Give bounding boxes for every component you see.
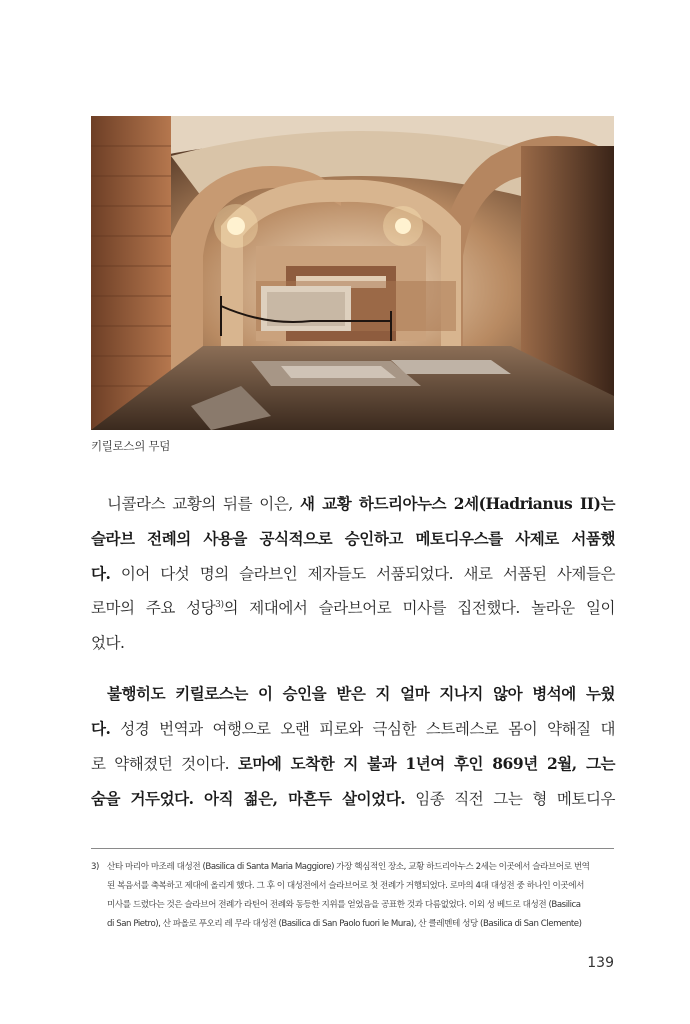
crypt-photo xyxy=(91,116,614,430)
plain-text: 니콜라스 교황의 뒤를 이은, xyxy=(107,495,301,513)
bold-text: 불행히도 키릴로스는 이 승인을 받은 지 얼마 지나지 않아 병석에 누웠 xyxy=(107,684,615,703)
paragraph-line xyxy=(91,676,615,711)
bold-text: 로마에 도착한 지 불과 1년여 후인 869년 2월, 그는 xyxy=(237,754,616,773)
plain-text: 로 약해졌던 것이다. xyxy=(91,755,238,773)
plain-text: 성경 번역과 여행으로 오랜 피로와 극심한 스트레스로 몸이 약해질 대 xyxy=(110,720,615,738)
paragraph-line xyxy=(91,591,615,626)
footnote-text xyxy=(107,858,615,934)
bold-text: 다. xyxy=(91,719,111,738)
plain-text: 로마의 주요 성당 xyxy=(91,599,216,617)
plain-text: 이어 다섯 명의 슬라브인 제자들도 서품되었다. 새로 서품된 사제들은 xyxy=(110,565,615,583)
footnote-divider xyxy=(91,848,614,849)
bold-text: 새 교황 하드리아누스 2세(Hadrianus II)는 xyxy=(300,494,615,513)
plain-text: 임종 직전 그는 형 메토디우 xyxy=(405,790,616,808)
paragraph-line xyxy=(91,556,615,591)
footnote-line: di San Pietro), 산 파올로 푸오리 레 무라 대성전 (Basilica di San Paolo fuori le Mura), 산 클레멘테 성당 (Basilica di San Clemente) xyxy=(107,919,582,929)
footnote-number: 3) xyxy=(91,862,99,872)
paragraph-line xyxy=(91,521,615,556)
footnote-line: 된 복음서를 축복하고 제대에 올리게 했다. 그 후 이 대성전에서 슬라브어로 첫 전례가 거행되었다. 로마의 4대 대성전 중 하나인 이곳에서 xyxy=(107,881,584,891)
bold-text: 다. xyxy=(91,564,111,583)
paragraph-line xyxy=(91,626,615,661)
paragraph-line xyxy=(91,711,615,746)
footnote-ref[interactable]: 3) xyxy=(215,600,224,610)
paragraph-1 xyxy=(91,486,615,661)
footnote-line: 미사를 드렸다는 것은 슬라브어 전례가 라틴어 전례와 동등한 지위를 얻었음을 공표한 것과 다름없었다. 이외 성 베드로 대성전 (Basilica xyxy=(107,900,581,910)
paragraph-line xyxy=(91,746,615,781)
plain-text: 었다. xyxy=(91,634,125,652)
plain-text: 의 제대에서 슬라브어로 미사를 집전했다. 놀라운 일이 xyxy=(223,599,615,617)
paragraph-line xyxy=(91,781,615,816)
figure-caption: 키릴로스의 무덤 xyxy=(91,439,171,453)
paragraph-2 xyxy=(91,676,615,816)
paragraph-line xyxy=(91,486,615,521)
bold-text: 숨을 거두었다. 아직 젊은, 마흔두 살이었다. xyxy=(91,789,406,808)
bold-text: 슬라브 전례의 사용을 공식적으로 승인하고 메토디우스를 사제로 서품했 xyxy=(91,529,615,548)
footnote-line: 산타 마리아 마조레 대성전 (Basilica di Santa Maria Maggiore) 가장 핵심적인 장소, 교황 하드리아누스 2세는 이곳에서 슬라브어로 번역 xyxy=(107,862,590,872)
page-number: 139 xyxy=(587,955,614,971)
